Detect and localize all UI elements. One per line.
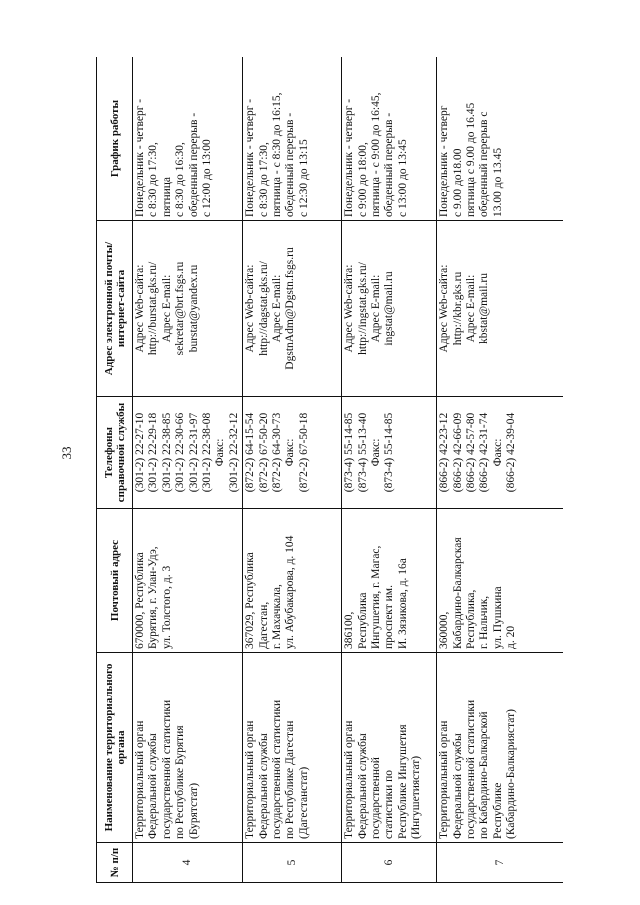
schedule-line: с 9.00 до18.00 — [451, 148, 464, 217]
address-cell — [133, 509, 243, 653]
phone-line: (301-2) 22-27-10 — [134, 412, 146, 493]
body-name-line: (Ингушетиястат) — [410, 755, 423, 839]
header-address: Почтовый адрес — [97, 509, 133, 653]
schedule-line: пятница с 9.00 до 16.45 — [465, 102, 478, 217]
phone-line: (872-2) 64-30-73 — [271, 412, 284, 493]
phone-line: (301-2) 22-38-85 — [160, 412, 173, 493]
body-name-line: Федеральной службы — [356, 733, 369, 839]
address-line: Республика, — [465, 589, 478, 649]
schedule-cell — [437, 57, 563, 221]
body-name-line: Территориальный орган — [438, 720, 451, 839]
address-line: 386100, — [343, 611, 356, 649]
schedule-cell — [133, 57, 243, 221]
web-cell — [342, 221, 437, 397]
phone-line: (872-2) 67-50-18 — [297, 412, 310, 493]
schedule-line: с 9:00 до 18:00, — [356, 142, 369, 217]
email-link[interactable]: ingstat@mail.ru — [383, 271, 396, 346]
address-cell — [243, 509, 342, 653]
address-line: Ингушетия, г. Магас, — [370, 545, 383, 649]
body-name-line: Федеральной службы — [451, 733, 464, 839]
address-line: г. Нальчик, — [478, 595, 491, 649]
phone-line: (866-2) 42-39-04 — [505, 412, 518, 493]
address-cell — [342, 509, 437, 653]
body-name-line: Федеральной службы — [257, 733, 270, 839]
schedule-cell — [243, 57, 342, 221]
schedule-line: пятница — [160, 176, 173, 217]
table-row — [342, 57, 437, 883]
body-name-line: статистики по — [383, 769, 396, 839]
schedule-line: с 12:30 до 13:15 — [297, 139, 310, 217]
web-cell — [243, 221, 342, 397]
body-name-line: по Республике Дагестан — [284, 720, 297, 839]
phone-line: Факс: — [214, 438, 227, 467]
table-row — [437, 57, 563, 883]
schedule-line: обеденный перерыв - — [383, 112, 396, 217]
address-line: И. Зязикова, д. 16а — [396, 558, 409, 649]
row-number: 6 — [342, 843, 437, 883]
schedule-line: обеденный перерыв - — [284, 112, 297, 217]
schedule-line: Понедельник - четверг — [438, 105, 451, 217]
address-line: 360000, — [438, 611, 451, 649]
table-header-row — [97, 57, 133, 883]
schedule-line: с 8:30 до 17:30, — [147, 142, 160, 217]
email-label: Адрес E-mail: — [160, 274, 173, 343]
body-name-cell — [133, 653, 243, 843]
phone-line: (301-2) 22-30-66 — [174, 412, 187, 493]
address-line: 367029, Республика — [244, 552, 257, 649]
body-name-line: Федеральной службы — [147, 733, 160, 839]
body-name-line: государственной статистики — [271, 699, 284, 839]
web-label: Адрес Web-сайта: — [343, 264, 356, 353]
address-line: ул. Толстого, д. 3 — [160, 565, 173, 649]
body-name-cell — [437, 653, 563, 843]
rotated-table-content — [96, 57, 563, 883]
body-name-line: Территориальный орган — [343, 720, 356, 839]
schedule-line: пятница - с 8:30 до 16:15, — [271, 92, 284, 217]
body-name-line: (Кабардино-Балкариястат) — [505, 709, 518, 839]
schedule-line: Понедельник - четверг - — [244, 98, 257, 217]
row-number: 4 — [133, 843, 243, 883]
body-name-line: государственной статистики — [160, 699, 173, 839]
body-name-line: Республике — [491, 782, 504, 839]
address-line: 670000, Республика — [134, 552, 146, 649]
schedule-line: 13.00 до 13.45 — [491, 147, 504, 217]
address-line: Дагестан, — [257, 601, 270, 649]
table-row — [243, 57, 342, 883]
email-link[interactable]: DgstnAdm@Dgstn.fsgs.ru — [284, 247, 297, 370]
web-label: Адрес Web-сайта: — [438, 264, 451, 353]
phone-line: (873-4) 55-14-85 — [383, 412, 396, 493]
schedule-cell — [342, 57, 437, 221]
page-number: 33 — [59, 446, 74, 460]
schedule-line: Понедельник - четверг - — [134, 98, 146, 217]
header-phones: Телефоны справочной службы — [97, 397, 133, 509]
web-label: Адрес Web-сайта: — [244, 264, 257, 353]
body-name-line: Республике Ингушетия — [396, 724, 409, 839]
address-line: г. Махачкала, — [271, 584, 284, 649]
schedule-line: пятница - с 9:00 до 16:45, — [370, 92, 383, 217]
phones-cell — [342, 397, 437, 509]
header-web: Адрес электронной почты/ интернет-сайта — [97, 221, 133, 397]
email-link[interactable]: sekretar@brt.fsgs.ru — [174, 261, 187, 356]
phone-line: (873-4) 55-14-85 — [343, 412, 356, 493]
address-line: Кабардино-Балкарская — [451, 537, 464, 649]
schedule-line: обеденный перерыв с — [478, 111, 491, 217]
address-line: ул. Пушкина — [491, 586, 504, 649]
web-cell — [437, 221, 563, 397]
table-row — [133, 57, 243, 883]
body-name-line: по Кабардино-Балкарской — [478, 711, 491, 839]
body-name-line: Территориальный орган — [134, 720, 146, 839]
phone-line: Факс: — [284, 438, 297, 467]
phone-line: (873-4) 55-13-40 — [356, 412, 369, 493]
body-name-cell — [342, 653, 437, 843]
body-name-line: (Бурятстат) — [187, 782, 200, 839]
address-line: ул. Абубакарова, д. 104 — [284, 535, 297, 649]
schedule-line: с 12:00 до 13:00 — [201, 139, 214, 217]
body-name-line: (Дагестанстат) — [297, 766, 310, 839]
body-name-line: Территориальный орган — [244, 720, 257, 839]
row-number: 7 — [437, 843, 563, 883]
body-name-line: государственной статистики — [465, 699, 478, 839]
phone-line: Факс: — [491, 438, 504, 467]
website-link[interactable]: http://dagstat.gks.ru/ — [257, 261, 270, 356]
phones-cell — [133, 397, 243, 509]
address-line: д. 20 — [505, 625, 518, 649]
schedule-line: с 8:30 до 16:30, — [174, 142, 187, 217]
territorial-bodies-table — [96, 57, 563, 883]
phone-line: (301-2) 22-32-12 — [227, 412, 240, 493]
phone-line: (866-2) 42-57-80 — [465, 412, 478, 493]
row-number: 5 — [243, 843, 342, 883]
schedule-line: Понедельник - четверг - — [343, 98, 356, 217]
phones-cell — [437, 397, 563, 509]
header-schedule: График работы — [97, 57, 133, 221]
schedule-line: с 13:00 до 13:45 — [396, 139, 409, 217]
rotated-table-frame — [96, 57, 563, 883]
address-line: Бурятия, г. Улан-Удэ, — [147, 546, 160, 649]
email-link[interactable]: kbstat@mail.ru — [478, 273, 491, 344]
website-link[interactable]: http://ingstat.gks.ru/ — [356, 262, 369, 355]
body-name-line: по Республике Бурятия — [174, 725, 187, 839]
phone-line: (866-2) 42-31-74 — [478, 412, 491, 493]
web-cell — [133, 221, 243, 397]
phone-line: (866-2) 42-66-09 — [451, 412, 464, 493]
header-name: Наименование территориального органа — [97, 653, 133, 843]
phone-line: (872-2) 67-50-20 — [257, 412, 270, 493]
website-link[interactable]: http://burstat.gks.ru/ — [147, 261, 160, 356]
email-label: Адрес E-mail: — [271, 274, 284, 343]
body-name-cell — [243, 653, 342, 843]
phone-line: (301-2) 22-31-97 — [187, 412, 200, 493]
phone-line: Факс: — [370, 438, 383, 467]
body-name-line: государственной — [370, 757, 383, 839]
schedule-line: обеденный перерыв - — [187, 112, 200, 217]
address-line: Республика — [356, 592, 369, 649]
phone-line: (872-2) 64-15-54 — [244, 412, 257, 493]
web-label: Адрес Web-сайта: — [134, 264, 146, 353]
schedule-line: с 8:30 до 17:30, — [257, 142, 270, 217]
email-label: Адрес E-mail: — [465, 274, 478, 343]
phones-cell — [243, 397, 342, 509]
header-num: № п/п — [97, 843, 133, 883]
website-link[interactable]: http://kbr.gks.ru — [451, 271, 464, 346]
phone-line: (866-2) 42-23-12 — [438, 412, 451, 493]
email-label: Адрес E-mail: — [370, 274, 383, 343]
address-line: проспект им. — [383, 585, 396, 649]
phone-line: (301-2) 22-38-08 — [201, 412, 214, 493]
phone-line: (301-2) 22-29-18 — [147, 412, 160, 493]
address-cell — [437, 509, 563, 653]
email-link[interactable]: burstat@yandex.ru — [187, 264, 200, 353]
